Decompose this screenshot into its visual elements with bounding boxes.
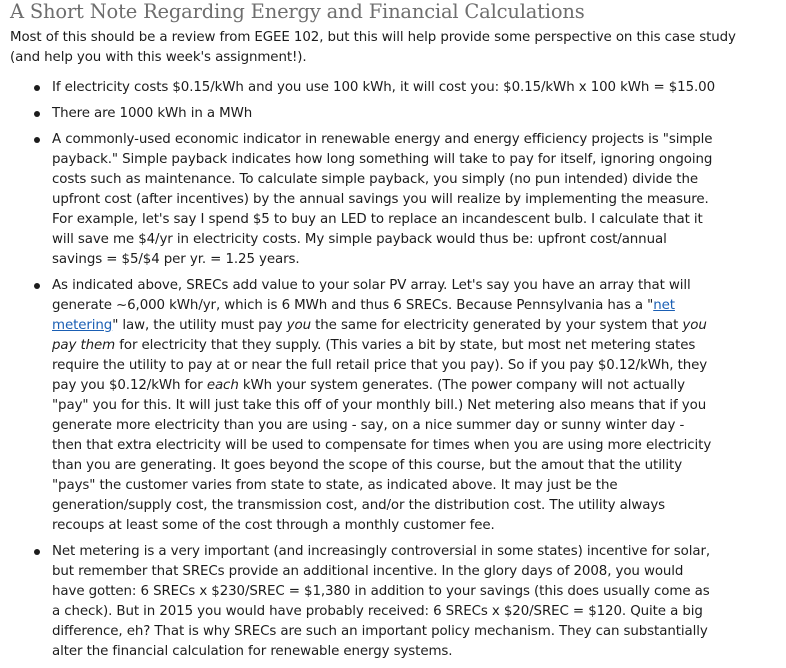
text-span: " law, the utility must pay — [112, 318, 287, 333]
intro-paragraph: Most of this should be a review from EGEE 102, but this will help provide some perspective on this case study (and help you with this week's assignment!). — [10, 30, 736, 65]
list-item-simple-payback: A commonly-used economic indicator in renewable energy and energy efficiency projects is "simple payback." Simple payback indicates how long something will take to pay for itself, ignoring ongoing costs such as maintenance. To calculate simple payback, you simply (no pun intended) divide the upfront cost (after incentives) by the annual savings you will realize by implementing the measure. For example, let's say I spend $5 to buy an LED to replace an incandescent bulb. I calculate that it will save me $4/yr in electricity costs. My simple payback would thus be: upfront cost/annual savings = $5/$4 per yr. = 1.25 years. — [10, 130, 716, 270]
emphasis-text: you — [286, 318, 311, 333]
text-span: As indicated above, SRECs add value to your solar PV array. Let's say you have an array that will generate ~6,000 kWh/yr, which is 6 MWh and thus 6 SRECs. Because Pennsylvania has a " — [52, 278, 691, 313]
emphasis-text: you pay them — [52, 318, 707, 353]
page-title: A Short Note Regarding Energy and Financial Calculations — [10, 0, 585, 23]
text-span: kWh your system generates. (The power company will not actually "pay" you for this. It will just take this off of your monthly bill.) Net metering also means that if you generate more electricity than you are using - say, on a nice summer day or sunny winter day - then that extra electricity will be used to compensate for times when you are using more electricity than you are generating. It goes beyond the scope of this course, but the amout that the utility "pays" the customer varies from state to state, as indicated above. It may just be the generation/supply cost, the transmission cost, and/or the distribution cost. The utility always recoups at least some of the cost through a monthly customer fee. — [52, 378, 712, 533]
net-metering-link[interactable]: net metering — [52, 298, 675, 333]
list-item-electricity-cost: If electricity costs $0.15/kWh and you use 100 kWh, it will cost you: $0.15/kWh x 100 kWh = $15.00 — [10, 78, 716, 98]
bullet-list — [10, 78, 740, 662]
list-item-srec-incentive: Net metering is a very important (and increasingly controversial in some states) incentive for solar, but remember that SRECs provide an additional incentive. In the glory days of 2008, you would have gotten: 6 SRECs x $230/SREC = $1,380 in addition to your savings (this does usually come as a check). But in 2015 you would have probably received: 6 SRECs x $20/SREC = $120. Quite a big difference, eh? That is why SRECs are such an important policy mechanism. They can substantially alter the financial calculation for renewable energy systems. — [10, 542, 716, 662]
article — [10, 0, 740, 668]
list-item-kwh-in-mwh: There are 1000 kWh in a MWh — [10, 104, 716, 124]
emphasis-text: each — [206, 378, 239, 393]
text-span: the same for electricity generated by your system that — [310, 318, 683, 333]
list-item-srecs-net-metering — [10, 276, 716, 536]
text-span: for electricity that they supply. (This varies a bit by state, but most net metering states require the utility to pay at or near the full retail price that you pay). So if you pay $0.12/kWh, they pay you $0.12/kWh for — [52, 338, 708, 393]
